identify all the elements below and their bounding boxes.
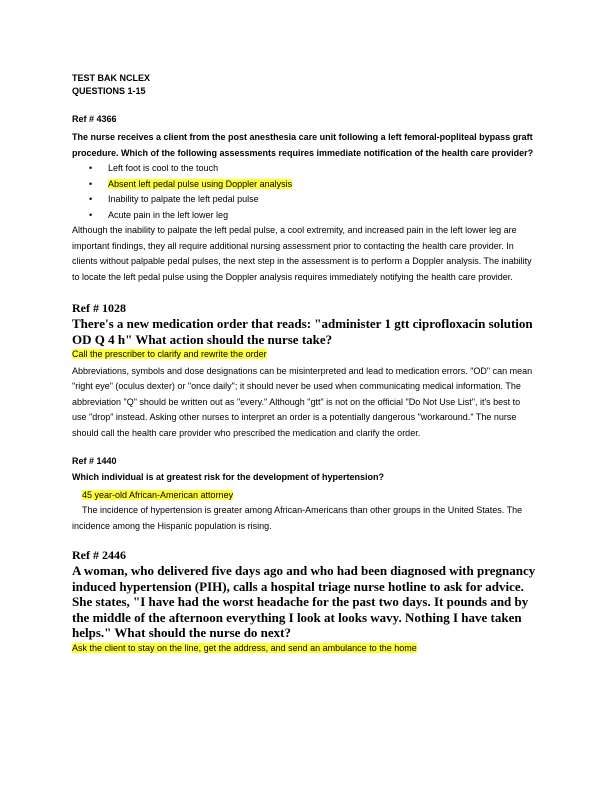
answer-text: 45 year-old African-American attorney	[82, 489, 234, 500]
answer-option	[89, 161, 536, 177]
answer-option	[89, 192, 536, 208]
answer-text: Ask the client to stay on the line, get the address, and send an ambulance to the home	[72, 642, 417, 653]
answer-option-text: Absent left pedal pulse using Doppler analysis	[108, 178, 293, 189]
answer-option-text: Left foot is cool to the touch	[108, 163, 219, 173]
document-subtitle: QUESTIONS 1-15	[72, 86, 146, 96]
question-ref: Ref # 4366	[72, 114, 117, 124]
question-ref: Ref # 2446	[72, 548, 126, 562]
question-text: Which individual is at greatest risk for the development of hypertension?	[72, 472, 385, 482]
bullet-icon: •	[89, 163, 93, 173]
question-block-1440	[72, 455, 536, 534]
bullet-icon: •	[89, 194, 93, 204]
explanation-text: Abbreviations, symbols and dose designations can be misinterpreted and lead to medication errors. "OD" can mean "right eye" (oculus dexter) or "once daily"; it should never be used when communicating medical information. The abbreviation "Q" should be written out as "every." Although "gtt" is not on the official "Do Not Use List", it's best to use "drop" instead. Asking other nurses to interpret an order is a potentially dangerous "workaround." The nurse should call the health care provider who prescribed the medication and clarify the order.	[72, 365, 533, 438]
answer-line	[72, 488, 536, 504]
answer-options	[72, 161, 536, 223]
answer-option-text: Inability to palpate the left pedal pulse	[108, 194, 259, 204]
explanation-text: Although the inability to palpate the left pedal pulse, a cool extremity, and increased pain in the left lower leg are important findings, they all require additional nursing assessment prior to contacting the health care provider. In clients without palpable pedal pulses, the next step in the assessment is to perform a Doppler analysis. The inability to locate the left pedal pulse using the Doppler analysis requires immediately notifying the health care provider.	[72, 225, 532, 282]
bullet-icon: •	[89, 178, 93, 189]
question-text: There's a new medication order that reads: "administer 1 gtt ciprofloxacin solution OD Q 4 h" What action should the nurse take?	[72, 316, 533, 347]
bullet-icon: •	[89, 209, 93, 220]
answer-option-correct	[89, 177, 536, 193]
question-ref: Ref # 1028	[72, 301, 126, 315]
question-block-4366	[72, 113, 536, 285]
answer-option-text: Acute pain in the left lower leg	[108, 209, 229, 220]
question-ref: Ref # 1440	[72, 456, 117, 466]
question-text: A woman, who delivered five days ago and who had been diagnosed with pregnancy induced hypertension (PIH), calls a hospital triage nurse hotline to ask for advice. She states, "I have had the worst headache for the past two days. It pounds and by the middle of the afternoon everything I look at looks wavy. Nothing I have taken helps." What should the nurse do next?	[72, 563, 536, 640]
answer-text: Call the prescriber to clarify and rewrite the order	[72, 349, 267, 359]
question-block-1028	[72, 301, 536, 441]
answer-option	[89, 208, 536, 224]
explanation-span: The incidence of hypertension is greater among African-Americans than other groups in the United States. The incidence among the Hispanic population is rising.	[72, 505, 523, 531]
question-text: The nurse receives a client from the post anesthesia care unit following a left femoral-popliteal bypass graft procedure. Which of the following assessments requires immediate notification of the health care provider?	[72, 132, 534, 158]
answer-line	[72, 641, 536, 657]
answer-line	[72, 347, 536, 363]
question-block-2446	[72, 548, 536, 656]
explanation-text	[72, 503, 536, 534]
document-title: TEST BAK NCLEX	[72, 73, 151, 83]
